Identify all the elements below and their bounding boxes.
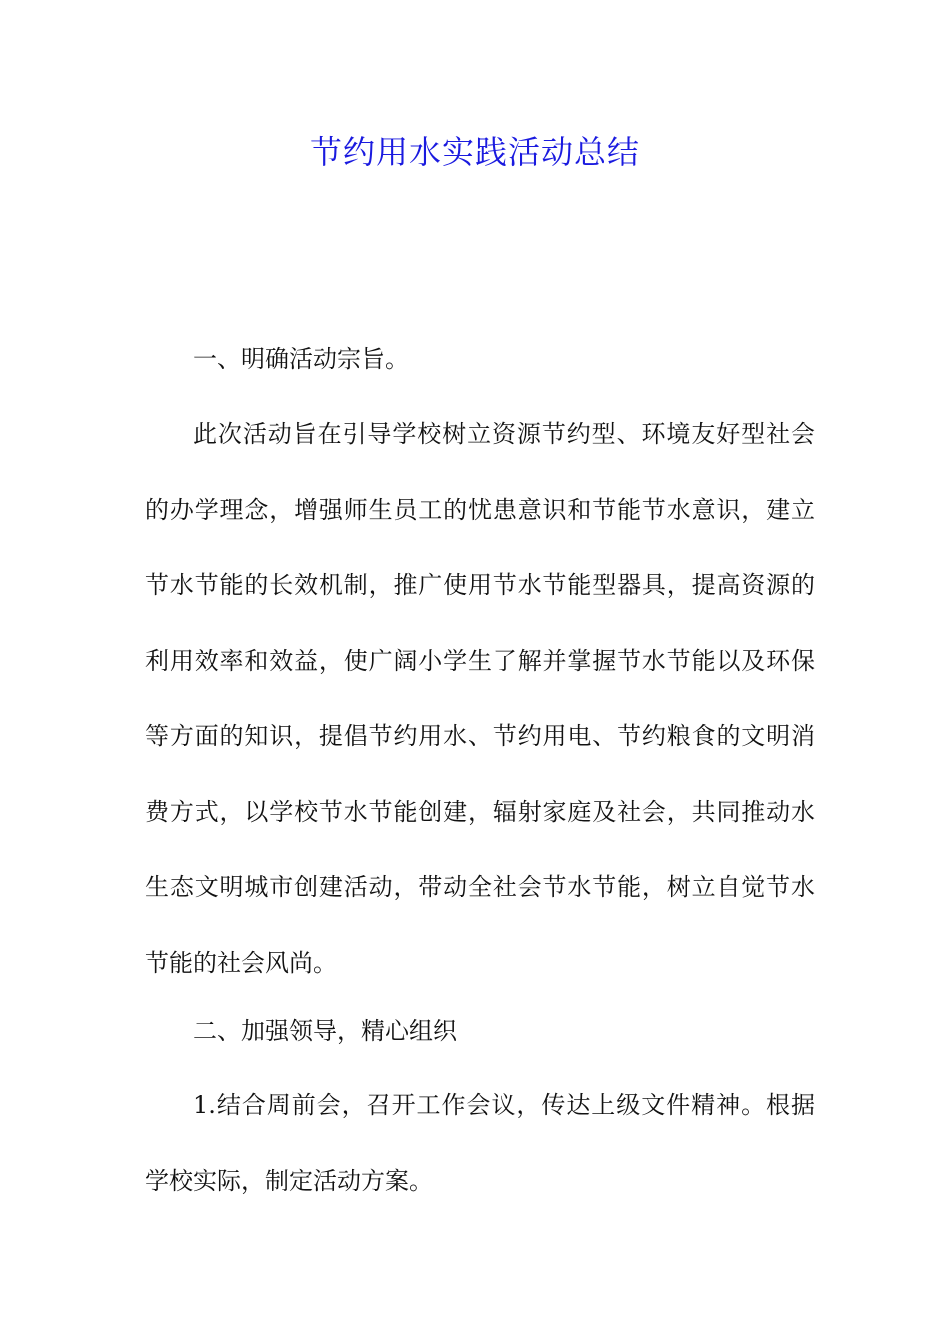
section-heading-2: 二、加强领导，精心组织 [193,1017,457,1045]
section-paragraph-2: 1.结合周前会，召开工作会议，传达上级文件精神。根据学校实际，制定活动方案。 [145,1091,815,1195]
document-title: 节约用水实践活动总结 [309,133,640,171]
section-paragraph-1: 此次活动旨在引导学校树立资源节约型、环境友好型社会的办学理念，增强师生员工的忧患意识和节能节水意识，建立节水节能的长效机制，推广使用节水节能型器具，提高资源的利用效率和效益，使广阔小学生了解并掌握节水节能以及环保等方面的知识，提倡节约用水、节约用电、节约粮食的文明消费方式，以学校节水节能创建，辐射家庭及社会，共同推动水生态文明城市创建活动，带动全社会节水节能，树立自觉节水节能的社会风尚。 [145,420,815,977]
section-heading-1: 一、明确活动宗旨。 [193,345,409,373]
